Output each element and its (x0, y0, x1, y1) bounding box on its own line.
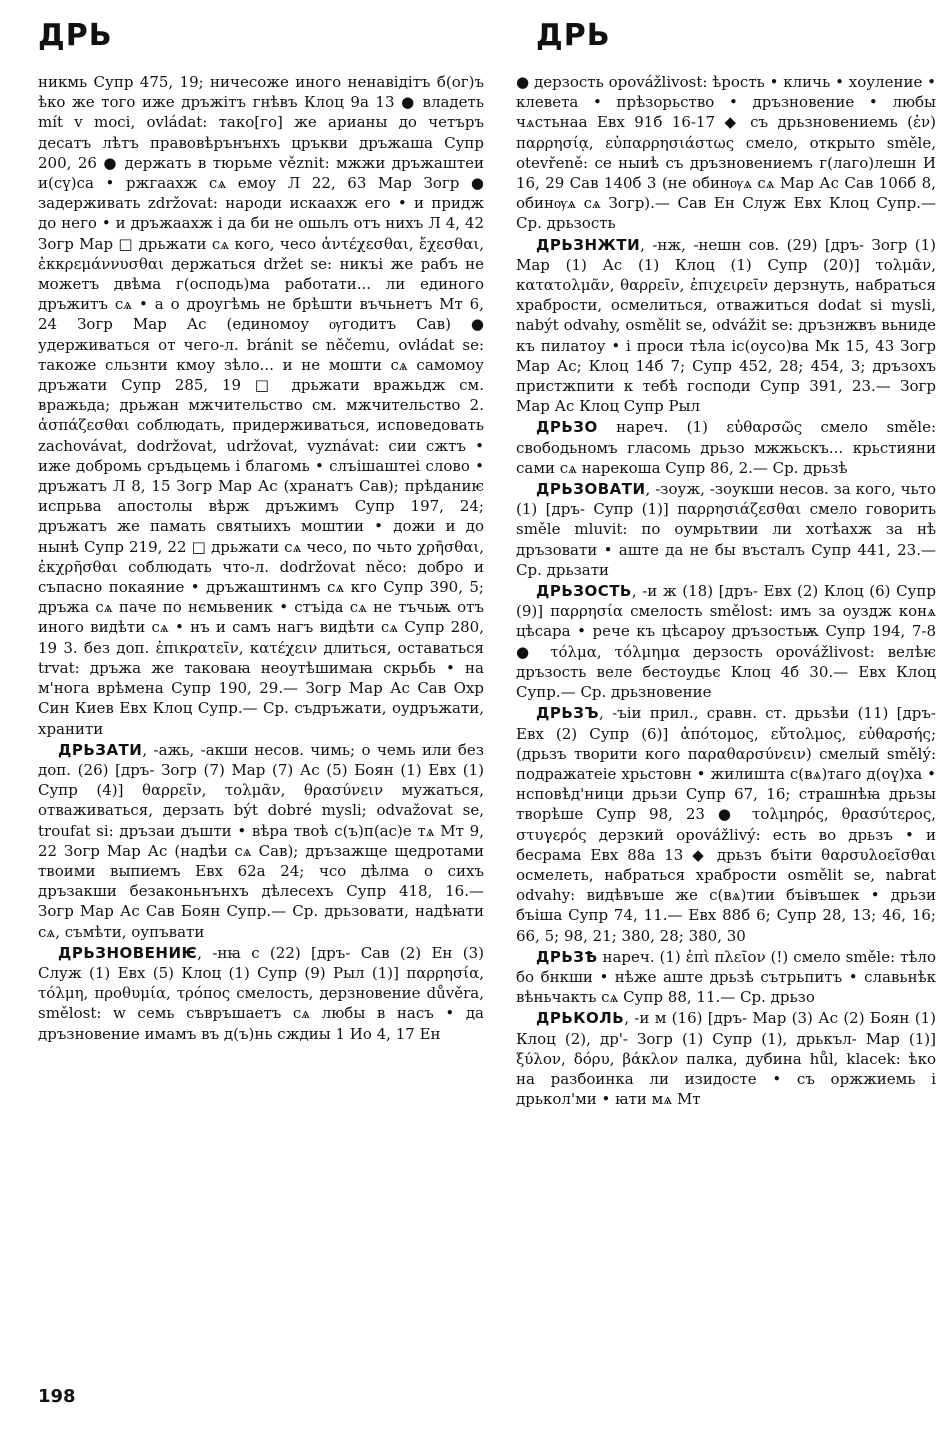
left-column (38, 72, 484, 1382)
dictionary-entry (38, 740, 484, 942)
running-head-right: ДРЬ (536, 18, 611, 53)
dictionary-entry (516, 417, 936, 478)
entry-lemma: ДРЬЗО (536, 418, 598, 437)
dictionary-entry (516, 235, 936, 417)
dictionary-entry (516, 479, 936, 580)
entry-body: , -зоуж, -зоукши несов. за кого, чьто (1) [дръ- Супр (1)] παρρησιάζεσθαι смело говорить směle mluvit: по оумрьтвии ли хотѣахж за нѣ дръзовати • аште да не бы въсталъ Супр 441, 23.— Ср. дрьзати (516, 480, 936, 579)
dictionary-entry (38, 943, 484, 1044)
entry-body: , -и м (16) [дръ- Мар (3) Ас (2) Боян (1) Клоц (2), др'- Зогр (1) Супр (1), дрькъл- Мар (1)] ξύλον, δόρυ, βάκλον палка, дубина hůl, klacek: ѣко на разбоинка ли изидосте • съ оржжиемь і дрькол'ми • ꙗти мѧ Мт (516, 1009, 936, 1109)
entry-body: , -нж, -нешн сов. (29) [дръ- Зогр (1) Мар (1) Ас (1) Клоц (1) Супр (20)] τολμᾶν, κατατολμᾶν, θαρρεῖν, ἐπιχειρεῖν дерзнуть, набраться храбрости, осмелиться, отважиться dodat si mysli, nabýt odvahy, osmělit se, odvážit se: дръзнжвъ вьнидe къ пилатоу • і проси тѣла іс(оусо)ва Мк 15, 43 Зогр Мар Ас; Клоц 14б 7; Супр 452, 28; 454, 3; дръзохъ пристжпити к тебѣ господи Супр 391, 23.— Зогр Мар Ас Клоц Супр Рыл (516, 235, 936, 416)
entry-lemma: ДРЬКОЛЬ (536, 1009, 625, 1028)
dictionary-entry (516, 703, 936, 945)
entry-lemma: ДРЬЗНОВЕНИѤ (58, 943, 198, 962)
entry-continuation: ● дерзость opovážlivost: ѣрость • кличь • хоуление • клевета • прѣзорьство • дръзновение • любы чѧстьнаа Евх 91б 16-17 ◆ съ дрьзновениемь (ἐν) παρρησίᾳ, εὐπαρρησιάστως смело, открыто směle, otevřeně: се ныиѣ съ дръзновениемъ г(лаго)лешн И 16, 29 Сав 140б 3 (не обинѹѧ сѧ Мар Ас Сав 106б 8, обинѹѧ сѧ Зогр).— Сав Ен Служ Евх Клоц Супр.— Ср. дрьзость (516, 73, 936, 233)
entry-lemma: ДРЬЗОСТЬ (536, 582, 632, 601)
entry-body: , -ъіи прил., сравн. ст. дрьзѣи (11) [дръ- Евх (2) Супр (6)] ἀπότομος, εὔτολμος, εὐθαρσής; (дрьзъ творити кого παραθαρσύνειν) смелый smělý: подражатеіе хрьстовн • жилишта с(вѧ)таго д(оү)ха • нсповѣд'ници дрьзи Супр 67, 16; страшнѣꙗ дрьзы творѣше Супр 98, 23 ● τολμηρός, θρασύτερος, στυγερός дерзкий opovážlivý: есть во дрьзъ • и бесрама Евх 88а 13 ◆ дрьзъ бъіти θαρσυλοεῖσθαι осмелеть, набраться храбрости osmělit se, nabrat odvahy: видѣвъше же с(вѧ)тии бъівъшек • дрьзи бъіша Супр 74, 11.— Евх 88б 6; Супр 28, 13; 46, 16; 66, 5; 98, 21; 380, 28; 380, 30 (516, 704, 936, 945)
dictionary-entry (516, 947, 936, 1008)
right-column (516, 72, 936, 1382)
entry-lemma: ДРЬЗОВАТИ (536, 480, 646, 499)
entry-lemma: ДРЬЗНЖТИ (536, 235, 641, 254)
entry-body: нареч. (1) ἐπὶ πλεῖον (!) смело směle: тѣло бо бнкши • нѣже аште дрьзѣ сътрьпитъ • славьнѣк вѣньчакть сѧ Супр 88, 11.— Ср. дрьзо (516, 947, 936, 1007)
dictionary-entry (516, 581, 936, 702)
entry-body: , -нꙗ с (22) [дръ- Сав (2) Ен (3) Служ (1) Евх (5) Клоц (1) Супр (9) Рыл (1)] παρρησία, τόλμη, προθυμία, τρόπος смелость, дерзновение důvěra, smělost: w семь съвръшаетъ сѧ любы в насъ • да дръзновение имамъ въ д(ъ)нь сждиы 1 Ио 4, 17 Ен (38, 943, 484, 1043)
entry-lemma: ДРЬЗАТИ (58, 740, 143, 759)
entry-body: , -и ж (18) [дръ- Евх (2) Клоц (6) Супр (9)] παρρησία смелость smělost: имъ за оуздж конѧ цѣсара • рече къ цѣсароу дръзостьѭ Супр 194, 7-8 ● τόλμα, τόλμημα дерзость opovážlivost: велѣѥ дръзость веле бестоудьє Клоц 4б 30.— Евх Клоц Супр.— Ср. дрьзновение (516, 582, 936, 702)
entry-lemma: ДРЬЗѢ (536, 947, 598, 966)
running-head-left: ДРЬ (38, 18, 113, 53)
entry-continuation: никмь Супр 475, 19; ничесоже иного ненавідітъ б(ог)ъ ѣко же того иже дръжітъ гнѣвъ Клоц 9а 13 ● владеть mít v moci, ovládat: тако[го] же арианы до четъръ десатъ лѣтъ правовѣрънънхъ цръкви дръжаша Супр 200, 26 ● держать в тюрьме věznit: мжжи дръжаштеи и(сү)са • ржгаахж сѧ емоу Л 22, 63 Мар Зогр ● задерживать zdržovat: народи искаахж его • и придж до него • и дръжаахж і да би не ошьлъ отъ нихъ Л 4, 42 Зогр Мар □ дрьжати сѧ кого, чесо ἀντέχεσθαι, ἔχεσθαι, ἐκκρεμάννυσθαι держаться držet se: никъі же рабъ не можетъ двѣма г(осподь)ма работати... ли единого дръжитъ сѧ • а о дроугѣмь не брѣшти въчьнетъ Мт 6, 24 Зогр Мар Ас (единомоу ѹгодитъ Сав) ● удерживаться от чего-л. bránit se něčemu, ovládat se: такоже сльзнти кмоу зѣло... и не мошти сѧ самомоу дръжати Супр 285, 19 □ дрьжати вражьдж см. вражьда; дрьжан мжчительство см. мжчительство 2. ἀσπάζεσθαι соблюдать, придерживаться, исповедовать zachovávat, dodržovat, udržovat, vyznávat: сии сжтъ • иже добромь сръдьцемь і благомь • слъішаштеі слово • дръжатъ Л 8, 15 Зогр Мар Ас (хранатъ Сав); прѣданиѥ испрьва апостолы вѣрж дръжимъ Супр 197, 24; дръжатъ же памать святыихъ моштии • дожи и до нынѣ Супр 219, 22 □ дрьжати сѧ чесо, по чьто χρῆσθαι, ἐκχρῆσθαι соблюдать что-л. dodržovat něco: добро и съпасно покаяние • дръжаштинмъ сѧ кго Супр 390, 5; дръжа сѧ паче по нємьвеник • стъіда сѧ не тъчьѭ отъ иного видѣти сѧ • нъ и самъ нагъ видѣти сѧ Супр 280, 19 3. без доп. ἐπικρατεῖν, κατέχειν длиться, оставаться trvat: дръжа же таковаꙗ неоутѣшимаꙗ скрьбь • на м'нога врѣмена Супр 190, 29.— Зогр Мар Ас Сав Охр Син Киев Евх Клоц Супр.— Ср. съдръжати, оудръжати, хранити (38, 73, 484, 738)
entry-lemma: ДРЬЗЪ (536, 704, 600, 723)
entry-body: , -ажь, -акши несов. чимь; о чемь или без доп. (26) [дръ- Зогр (7) Мар (7) Ас (5) Боян (1) Евх (1) Супр (4)] θαρρεῖν, τολμᾶν, θρασύνειν мужаться, отваживаться, дерзать být dobré mysli; odvažovat se, troufat si: дръзаи дъшти • вѣра твоѣ с(ъ)п(ас)е тѧ Мт 9, 22 Зогр Мар Ас (надѣи сѧ Сав); дръзажще щедротами твоими выпиемъ Евх 62а 24; чсо дѣлма о сихъ дръзакши безаконьнънхъ дѣлесехъ Супр 418, 16.— Зогр Мар Ас Сав Боян Супр.— Ср. дрьзовати, надѣꙗти сѧ, съмѣти, оупъвати (38, 740, 484, 941)
entry-body: нареч. (1) εὐθαρσῶς смело směle: свободьномъ гласомь дрьзо мжжьскъ... крьстияни сами сѧ нарекоша Супр 86, 2.— Ср. дрьзѣ (516, 418, 936, 477)
page-number: 198 (38, 1386, 76, 1407)
dictionary-entry (516, 1008, 936, 1109)
